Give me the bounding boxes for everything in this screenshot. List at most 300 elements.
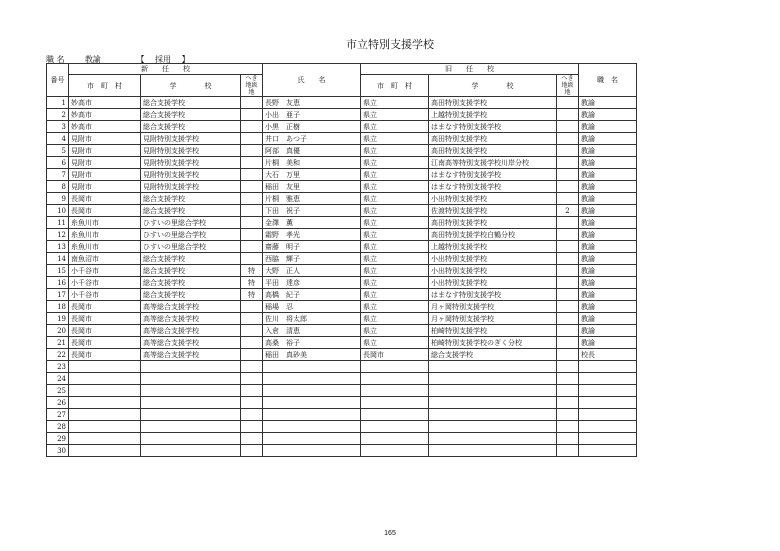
old-school-cell [429, 445, 557, 457]
new-remote-cell [241, 325, 263, 337]
table-row [47, 289, 637, 301]
personnel-table [46, 63, 637, 457]
new-city-cell: 糸魚川市 [69, 217, 141, 229]
job-cell: 教諭 [579, 133, 637, 145]
new-remote-cell [241, 409, 263, 421]
name-cell: 平田 達彦 [263, 277, 361, 289]
name-cell [263, 409, 361, 421]
job-cell: 教諭 [579, 313, 637, 325]
new-school-cell: 総合支援学校 [141, 121, 241, 133]
old-remote-cell [557, 109, 579, 121]
old-school-cell: 柏崎特別支援学校のぎく分校 [429, 337, 557, 349]
name-cell: 西脇 輝子 [263, 253, 361, 265]
row-number: 14 [47, 253, 69, 265]
row-number: 20 [47, 325, 69, 337]
new-remote-cell [241, 433, 263, 445]
old-remote-cell [557, 373, 579, 385]
old-remote-cell: 2 [557, 205, 579, 217]
old-remote-cell [557, 121, 579, 133]
row-number: 28 [47, 421, 69, 433]
job-cell [579, 409, 637, 421]
old-remote-cell [557, 289, 579, 301]
old-city-cell: 県立 [361, 253, 429, 265]
new-remote-cell [241, 313, 263, 325]
job-cell: 教諭 [579, 205, 637, 217]
new-remote-cell [241, 229, 263, 241]
name-cell: 大野 正人 [263, 265, 361, 277]
table-row [47, 337, 637, 349]
type-value: 【 採用 】 [136, 55, 190, 64]
old-city-cell: 県立 [361, 265, 429, 277]
new-remote-cell [241, 217, 263, 229]
old-school-cell: 高田特別支援学校 [429, 133, 557, 145]
row-number: 13 [47, 241, 69, 253]
old-city-cell [361, 361, 429, 373]
row-number: 26 [47, 397, 69, 409]
new-school-cell: 総合支援学校 [141, 193, 241, 205]
new-city-cell: 小千谷市 [69, 265, 141, 277]
new-school-cell: ひすいの里総合学校 [141, 241, 241, 253]
name-cell: 霜野 孝光 [263, 229, 361, 241]
old-remote-cell [557, 265, 579, 277]
new-school-cell: 総合支援学校 [141, 289, 241, 301]
new-school-cell: ひすいの里総合学校 [141, 217, 241, 229]
old-school-cell: 月ヶ岡特別支援学校 [429, 313, 557, 325]
table-row [47, 145, 637, 157]
job-cell [579, 445, 637, 457]
name-cell: 片桐 雅恵 [263, 193, 361, 205]
row-number: 29 [47, 433, 69, 445]
job-cell: 教諭 [579, 253, 637, 265]
row-number: 6 [47, 157, 69, 169]
old-city-cell [361, 409, 429, 421]
new-remote-cell [241, 337, 263, 349]
col-header-name: 氏 名 [263, 64, 361, 97]
new-remote-cell: 特 [241, 277, 263, 289]
old-remote-cell [557, 277, 579, 289]
table-row [47, 97, 637, 109]
old-school-cell [429, 433, 557, 445]
old-remote-cell [557, 325, 579, 337]
name-cell: 大石 万里 [263, 169, 361, 181]
new-school-cell: 見附特別支援学校 [141, 157, 241, 169]
table-row [47, 241, 637, 253]
row-number: 7 [47, 169, 69, 181]
table-row [47, 397, 637, 409]
old-remote-cell [557, 169, 579, 181]
new-school-cell: 高等総合支援学校 [141, 337, 241, 349]
new-school-cell: 見附特別支援学校 [141, 133, 241, 145]
new-school-cell: 総合支援学校 [141, 265, 241, 277]
old-remote-cell [557, 313, 579, 325]
new-city-cell [69, 373, 141, 385]
new-city-cell: 長岡市 [69, 313, 141, 325]
old-school-cell: はまなす特別支援学校 [429, 181, 557, 193]
new-remote-cell [241, 109, 263, 121]
row-number: 5 [47, 145, 69, 157]
new-city-cell: 長岡市 [69, 349, 141, 361]
old-city-cell: 県立 [361, 121, 429, 133]
name-cell: 入倉 清恵 [263, 325, 361, 337]
new-school-cell: 総合支援学校 [141, 97, 241, 109]
new-city-cell: 南魚沼市 [69, 253, 141, 265]
table-row [47, 325, 637, 337]
name-cell [263, 361, 361, 373]
new-school-cell [141, 445, 241, 457]
job-cell: 教諭 [579, 241, 637, 253]
job-value: 教諭 [84, 55, 101, 64]
table-row [47, 217, 637, 229]
old-city-cell: 県立 [361, 337, 429, 349]
new-city-cell: 糸魚川市 [69, 241, 141, 253]
table-row [47, 193, 637, 205]
new-city-cell: 妙高市 [69, 121, 141, 133]
old-school-cell: 佐渡特別支援学校 [429, 205, 557, 217]
new-remote-cell [241, 373, 263, 385]
old-city-cell: 県立 [361, 193, 429, 205]
row-number: 10 [47, 205, 69, 217]
new-city-cell [69, 385, 141, 397]
old-school-cell: はまなす特別支援学校 [429, 121, 557, 133]
new-remote-cell [241, 361, 263, 373]
old-remote-cell [557, 361, 579, 373]
row-number: 3 [47, 121, 69, 133]
col-header-old-remote: へき地級 地 [557, 75, 579, 97]
old-city-cell [361, 445, 429, 457]
old-city-cell [361, 385, 429, 397]
old-school-cell: はまなす特別支援学校 [429, 289, 557, 301]
table-row [47, 253, 637, 265]
new-school-cell [141, 409, 241, 421]
name-cell [263, 373, 361, 385]
old-school-cell: 小出特別支援学校 [429, 253, 557, 265]
row-number: 2 [47, 109, 69, 121]
old-school-cell: 上越特別支援学校 [429, 109, 557, 121]
table-row [47, 109, 637, 121]
old-school-cell: 月ヶ岡特別支援学校 [429, 301, 557, 313]
old-remote-cell [557, 349, 579, 361]
new-city-cell [69, 397, 141, 409]
job-cell [579, 397, 637, 409]
new-school-cell [141, 373, 241, 385]
old-remote-cell [557, 409, 579, 421]
new-school-cell [141, 397, 241, 409]
table-row [47, 169, 637, 181]
old-city-cell [361, 397, 429, 409]
new-remote-cell [241, 253, 263, 265]
new-school-cell [141, 421, 241, 433]
new-city-cell: 見附市 [69, 133, 141, 145]
col-header-old-city: 市 町 村 [361, 75, 429, 97]
col-header-new-city: 市 町 村 [69, 75, 141, 97]
old-remote-cell [557, 337, 579, 349]
job-cell: 教諭 [579, 229, 637, 241]
old-city-cell: 県立 [361, 145, 429, 157]
job-cell [579, 421, 637, 433]
row-number: 27 [47, 409, 69, 421]
table-row [47, 445, 637, 457]
job-cell: 教諭 [579, 277, 637, 289]
new-remote-cell [241, 349, 263, 361]
job-cell: 教諭 [579, 325, 637, 337]
table-row [47, 181, 637, 193]
new-city-cell: 長岡市 [69, 193, 141, 205]
name-cell: 金澤 薫 [263, 217, 361, 229]
row-number: 21 [47, 337, 69, 349]
name-cell [263, 397, 361, 409]
old-city-cell: 県立 [361, 313, 429, 325]
new-school-cell: 見附特別支援学校 [141, 169, 241, 181]
new-city-cell [69, 445, 141, 457]
col-header-new-remote: へき地級 地 [241, 75, 263, 97]
row-number: 17 [47, 289, 69, 301]
name-cell: 佐川 将太郎 [263, 313, 361, 325]
old-school-cell [429, 409, 557, 421]
old-remote-cell [557, 193, 579, 205]
row-number: 16 [47, 277, 69, 289]
old-city-cell: 県立 [361, 277, 429, 289]
name-cell: 井口 あつ子 [263, 133, 361, 145]
old-remote-cell [557, 253, 579, 265]
old-city-cell: 県立 [361, 181, 429, 193]
old-school-cell: 小出特別支援学校 [429, 193, 557, 205]
new-city-cell: 見附市 [69, 181, 141, 193]
new-city-cell [69, 433, 141, 445]
old-school-cell: 総合支援学校 [429, 349, 557, 361]
new-school-cell [141, 433, 241, 445]
old-remote-cell [557, 397, 579, 409]
old-school-cell: 高田特別支援学校 [429, 145, 557, 157]
old-school-cell [429, 421, 557, 433]
name-cell [263, 421, 361, 433]
new-remote-cell [241, 421, 263, 433]
old-city-cell [361, 373, 429, 385]
table-row [47, 349, 637, 361]
row-number: 18 [47, 301, 69, 313]
job-cell: 教諭 [579, 265, 637, 277]
new-remote-cell [241, 205, 263, 217]
name-cell: 稲田 友里 [263, 181, 361, 193]
old-school-cell: はまなす特別支援学校 [429, 169, 557, 181]
new-city-cell: 長岡市 [69, 301, 141, 313]
old-city-cell: 県立 [361, 133, 429, 145]
row-number: 9 [47, 193, 69, 205]
new-school-cell: 総合支援学校 [141, 277, 241, 289]
old-remote-cell [557, 301, 579, 313]
new-remote-cell [241, 133, 263, 145]
new-city-cell: 妙高市 [69, 109, 141, 121]
old-city-cell: 県立 [361, 241, 429, 253]
old-city-cell: 県立 [361, 157, 429, 169]
new-city-cell: 小千谷市 [69, 289, 141, 301]
new-remote-cell [241, 157, 263, 169]
job-cell: 校長 [579, 349, 637, 361]
new-school-cell: 高等総合支援学校 [141, 325, 241, 337]
old-city-cell: 県立 [361, 229, 429, 241]
table-row [47, 313, 637, 325]
table-row [47, 121, 637, 133]
old-city-cell: 県立 [361, 97, 429, 109]
old-remote-cell [557, 133, 579, 145]
row-number: 30 [47, 445, 69, 457]
row-number: 4 [47, 133, 69, 145]
old-school-cell: 上越特別支援学校 [429, 241, 557, 253]
new-school-cell: 高等総合支援学校 [141, 301, 241, 313]
new-school-cell [141, 361, 241, 373]
new-city-cell: 見附市 [69, 157, 141, 169]
table-row [47, 301, 637, 313]
table-row [47, 157, 637, 169]
new-school-cell: 見附特別支援学校 [141, 181, 241, 193]
new-school-cell: 高等総合支援学校 [141, 349, 241, 361]
new-school-cell: 総合支援学校 [141, 205, 241, 217]
old-city-cell: 県立 [361, 109, 429, 121]
new-school-cell [141, 385, 241, 397]
old-city-cell [361, 421, 429, 433]
new-school-cell: 総合支援学校 [141, 109, 241, 121]
old-remote-cell [557, 181, 579, 193]
old-city-cell: 県立 [361, 205, 429, 217]
col-header-new-school: 学 校 [141, 75, 241, 97]
new-remote-cell [241, 301, 263, 313]
table-row [47, 265, 637, 277]
table-row [47, 421, 637, 433]
name-cell [263, 385, 361, 397]
name-cell [263, 445, 361, 457]
name-cell: 高橋 紀子 [263, 289, 361, 301]
old-school-cell [429, 361, 557, 373]
table-row [47, 385, 637, 397]
table-row [47, 433, 637, 445]
old-city-cell: 県立 [361, 217, 429, 229]
name-cell: 阿部 真優 [263, 145, 361, 157]
name-cell: 齋藤 明子 [263, 241, 361, 253]
job-cell: 教諭 [579, 193, 637, 205]
old-school-cell: 小出特別支援学校 [429, 265, 557, 277]
old-city-cell: 県立 [361, 169, 429, 181]
row-number: 23 [47, 361, 69, 373]
new-city-cell: 見附市 [69, 145, 141, 157]
old-remote-cell [557, 241, 579, 253]
new-remote-cell [241, 169, 263, 181]
old-remote-cell [557, 229, 579, 241]
header-old-school-group: 旧 任 校 [361, 64, 579, 75]
job-cell: 教諭 [579, 109, 637, 121]
page-title: 市立特別支援学校 [346, 38, 434, 51]
job-cell: 教諭 [579, 169, 637, 181]
new-city-cell: 小千谷市 [69, 277, 141, 289]
new-city-cell: 長岡市 [69, 205, 141, 217]
old-city-cell [361, 433, 429, 445]
table-row [47, 373, 637, 385]
table-row [47, 361, 637, 373]
new-city-cell: 長岡市 [69, 325, 141, 337]
row-number: 11 [47, 217, 69, 229]
table-row [47, 229, 637, 241]
old-city-cell: 長岡市 [361, 349, 429, 361]
name-cell [263, 433, 361, 445]
new-city-cell [69, 409, 141, 421]
row-number: 15 [47, 265, 69, 277]
row-number: 22 [47, 349, 69, 361]
old-school-cell: 柏崎特別支援学校 [429, 325, 557, 337]
old-school-cell: 高田特別支援学校 [429, 97, 557, 109]
name-cell: 小出 亜子 [263, 109, 361, 121]
new-school-cell: 総合支援学校 [141, 253, 241, 265]
table-row [47, 205, 637, 217]
job-cell: 教諭 [579, 181, 637, 193]
job-cell: 教諭 [579, 145, 637, 157]
old-remote-cell [557, 157, 579, 169]
old-school-cell: 小出特別支援学校 [429, 277, 557, 289]
row-number: 19 [47, 313, 69, 325]
row-number: 12 [47, 229, 69, 241]
row-number: 24 [47, 373, 69, 385]
new-remote-cell [241, 145, 263, 157]
job-cell: 教諭 [579, 157, 637, 169]
col-header-old-school: 学 校 [429, 75, 557, 97]
new-city-cell: 妙高市 [69, 97, 141, 109]
old-remote-cell [557, 217, 579, 229]
old-city-cell: 県立 [361, 289, 429, 301]
new-remote-cell: 特 [241, 265, 263, 277]
new-city-cell [69, 361, 141, 373]
old-remote-cell [557, 385, 579, 397]
old-school-cell: 高田特別支援学校 [429, 217, 557, 229]
old-remote-cell [557, 445, 579, 457]
header-new-school-group: 新 任 校 [69, 64, 263, 75]
job-cell: 教諭 [579, 97, 637, 109]
job-cell: 教諭 [579, 337, 637, 349]
table-row [47, 409, 637, 421]
name-cell: 片桐 美和 [263, 157, 361, 169]
name-cell: 高桑 裕子 [263, 337, 361, 349]
old-school-cell [429, 373, 557, 385]
old-school-cell: 高田特別支援学校白鶴分校 [429, 229, 557, 241]
row-number: 8 [47, 181, 69, 193]
new-remote-cell: 特 [241, 289, 263, 301]
row-number: 1 [47, 97, 69, 109]
new-city-cell: 見附市 [69, 169, 141, 181]
new-city-cell: 長岡市 [69, 337, 141, 349]
job-cell: 教諭 [579, 121, 637, 133]
name-cell: 小黒 正樹 [263, 121, 361, 133]
job-cell [579, 385, 637, 397]
new-remote-cell [241, 193, 263, 205]
job-cell: 教諭 [579, 301, 637, 313]
job-label: 職 名 [46, 55, 65, 64]
old-remote-cell [557, 145, 579, 157]
job-cell [579, 361, 637, 373]
new-remote-cell [241, 121, 263, 133]
new-remote-cell [241, 241, 263, 253]
name-cell: 稲場 忍 [263, 301, 361, 313]
job-cell [579, 433, 637, 445]
page-number: 165 [384, 530, 396, 537]
old-remote-cell [557, 97, 579, 109]
table-body [47, 97, 637, 457]
new-remote-cell [241, 397, 263, 409]
new-remote-cell [241, 181, 263, 193]
table-row [47, 277, 637, 289]
old-school-cell: 江南高等特別支援学校川岸分校 [429, 157, 557, 169]
job-cell: 教諭 [579, 217, 637, 229]
row-number: 25 [47, 385, 69, 397]
new-remote-cell [241, 445, 263, 457]
table-row [47, 133, 637, 145]
old-school-cell [429, 397, 557, 409]
name-cell: 稲田 真砂美 [263, 349, 361, 361]
